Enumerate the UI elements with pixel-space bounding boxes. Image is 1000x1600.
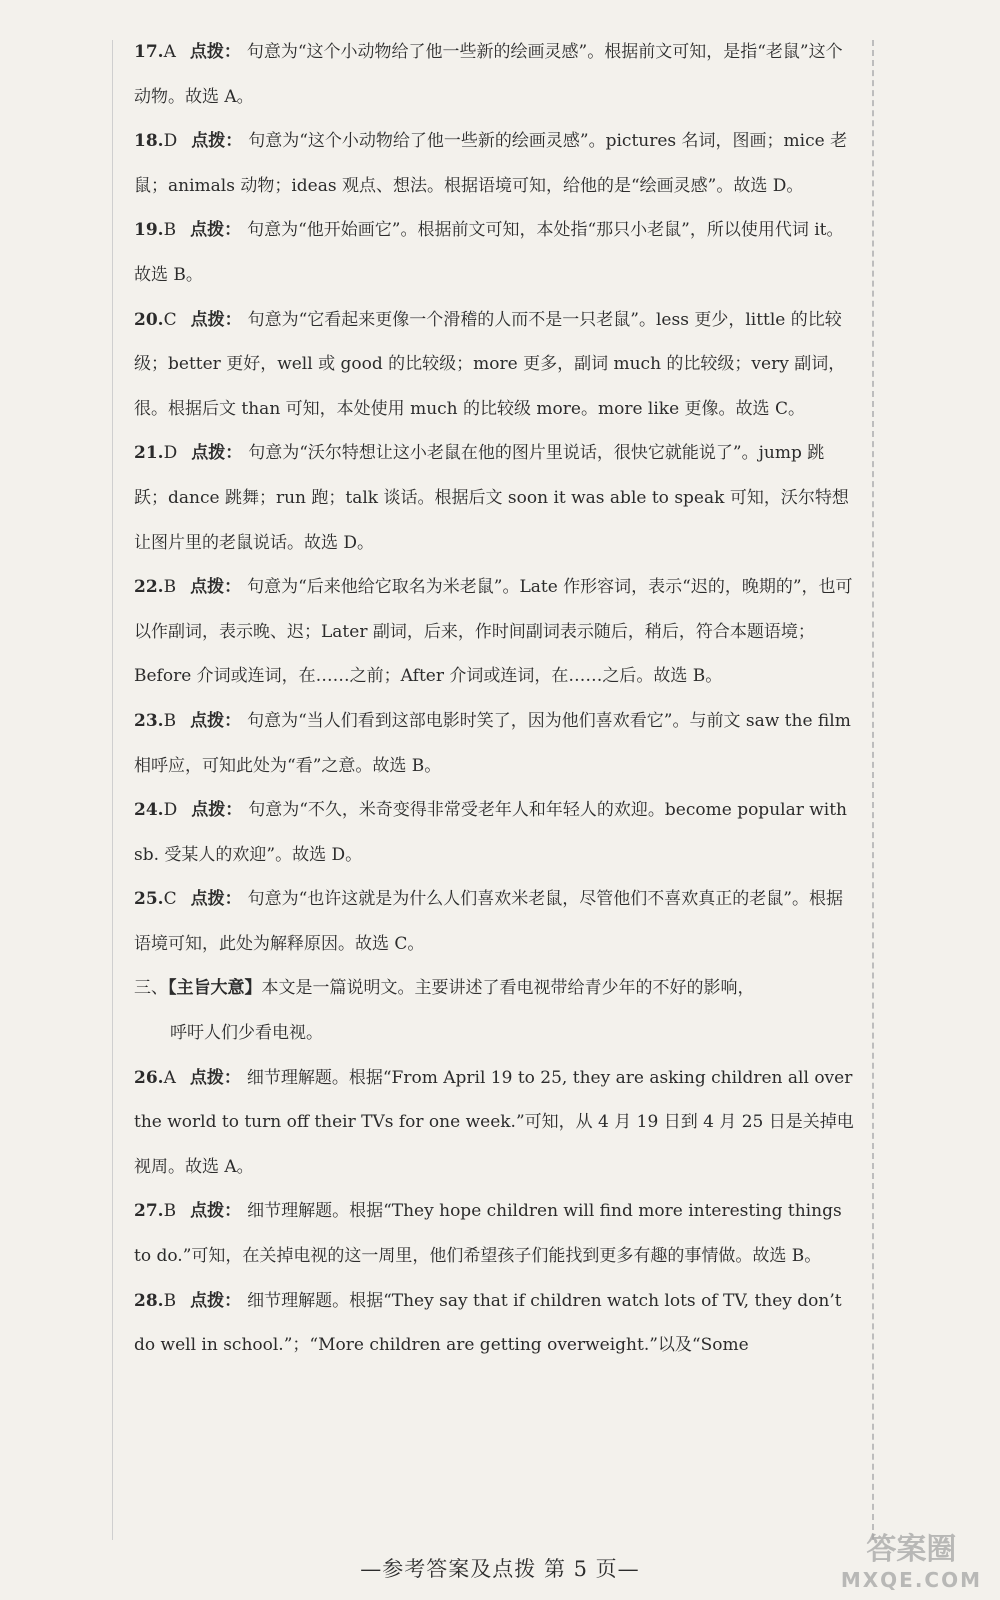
- answer-entry-24: 24.D 点拨： 句意为“不久，米奇变得非常受老年人和年轻人的欢迎。become popular with sb. 受某人的欢迎”。故选 D。: [134, 800, 848, 865]
- answer-content: [134, 30, 854, 1368]
- section-3-summary: 三、【主旨大意】本文是一篇说明文。主要讲述了看电视带给青少年的不好的影响， 呼吁人们少看电视。: [134, 978, 755, 1044]
- answer-entry-21: 21.D 点拨： 句意为“沃尔特想让这小老鼠在他的图片里说话，很快它就能说了”。jump 跳跃；dance 跳舞；run 跑；talk 谈话。根据后文 soon it was able to speak 可知，沃尔特想让图片里的老鼠说话。故选 D。: [134, 443, 849, 553]
- answer-entry-23: 23.B 点拨： 句意为“当人们看到这部电影时笑了，因为他们喜欢看它”。与前文 saw the film 相呼应，可知此处为“看”之意。故选 B。: [134, 710, 851, 776]
- answer-entry-22: 22.B 点拨： 句意为“后来他给它取名为米老鼠”。Late 作形容词，表示“迟的，晚期的”，也可以作副词，表示晚、迟；Later 副词，后来，作时间副词表示随后，稍后，符合本题语境；Before 介词或连词，在……之前；After 介词或连词，在……之后。故选 B。: [134, 577, 853, 687]
- answer-entry-26: 26.A 点拨： 细节理解题。根据“From April 19 to 25, they are asking children all over the world to turn off their TVs for one week.”可知，从 4 月 19 日到 4 月 25 日是关掉电视周。故选 A。: [134, 1067, 854, 1177]
- answer-entry-19: 19.B 点拨： 句意为“他开始画它”。根据前文可知，本处指“那只小老鼠”，所以使用代词 it。故选 B。: [134, 220, 844, 285]
- margin-line: [112, 40, 113, 1540]
- watermark-url: MXQE.COM: [840, 1568, 982, 1592]
- answer-entry-27: 27.B 点拨： 细节理解题。根据“They hope children will find more interesting things to do.”可知，在关掉电视的这一周里，他们希望孩子们能找到更多有趣的事情做。故选 B。: [134, 1201, 842, 1267]
- answer-entry-28: 28.B 点拨： 细节理解题。根据“They say that if children watch lots of TV, they don’t do well in school.”；“More children are getting overweight.”以及“Some: [134, 1290, 842, 1356]
- watermark-logo-text: 答案圈: [866, 1532, 957, 1567]
- answer-entry-18: 18.D 点拨： 句意为“这个小动物给了他一些新的绘画灵感”。pictures 名词，图画；mice 老鼠；animals 动物；ideas 观点、想法。根据语境可知，给他的是“绘画灵感”。故选 D。: [134, 131, 848, 196]
- site-watermark: [841, 1524, 982, 1592]
- answer-entry-17: 17.A 点拨： 句意为“这个小动物给了他一些新的绘画灵感”。根据前文可知，是指“老鼠”这个动物。故选 A。: [134, 42, 843, 107]
- answer-entry-20: 20.C 点拨： 句意为“它看起来更像一个滑稽的人而不是一只老鼠”。less 更少，little 的比较级；better 更好，well 或 good 的比较级；more 更多，副词 much 的比较级；very 副词，很。根据后文 than 可知，本处使用 much 的比较级 more。more like 更像。故选 C。: [134, 309, 846, 419]
- page-footer: —参考答案及点拨 第 5 页—: [360, 1557, 640, 1581]
- answer-entry-25: 25.C 点拨： 句意为“也许这就是为什么人们喜欢米老鼠，尽管他们不喜欢真正的老鼠”。根据语境可知，此处为解释原因。故选 C。: [134, 889, 843, 954]
- binding-dashed-line: [872, 40, 874, 1540]
